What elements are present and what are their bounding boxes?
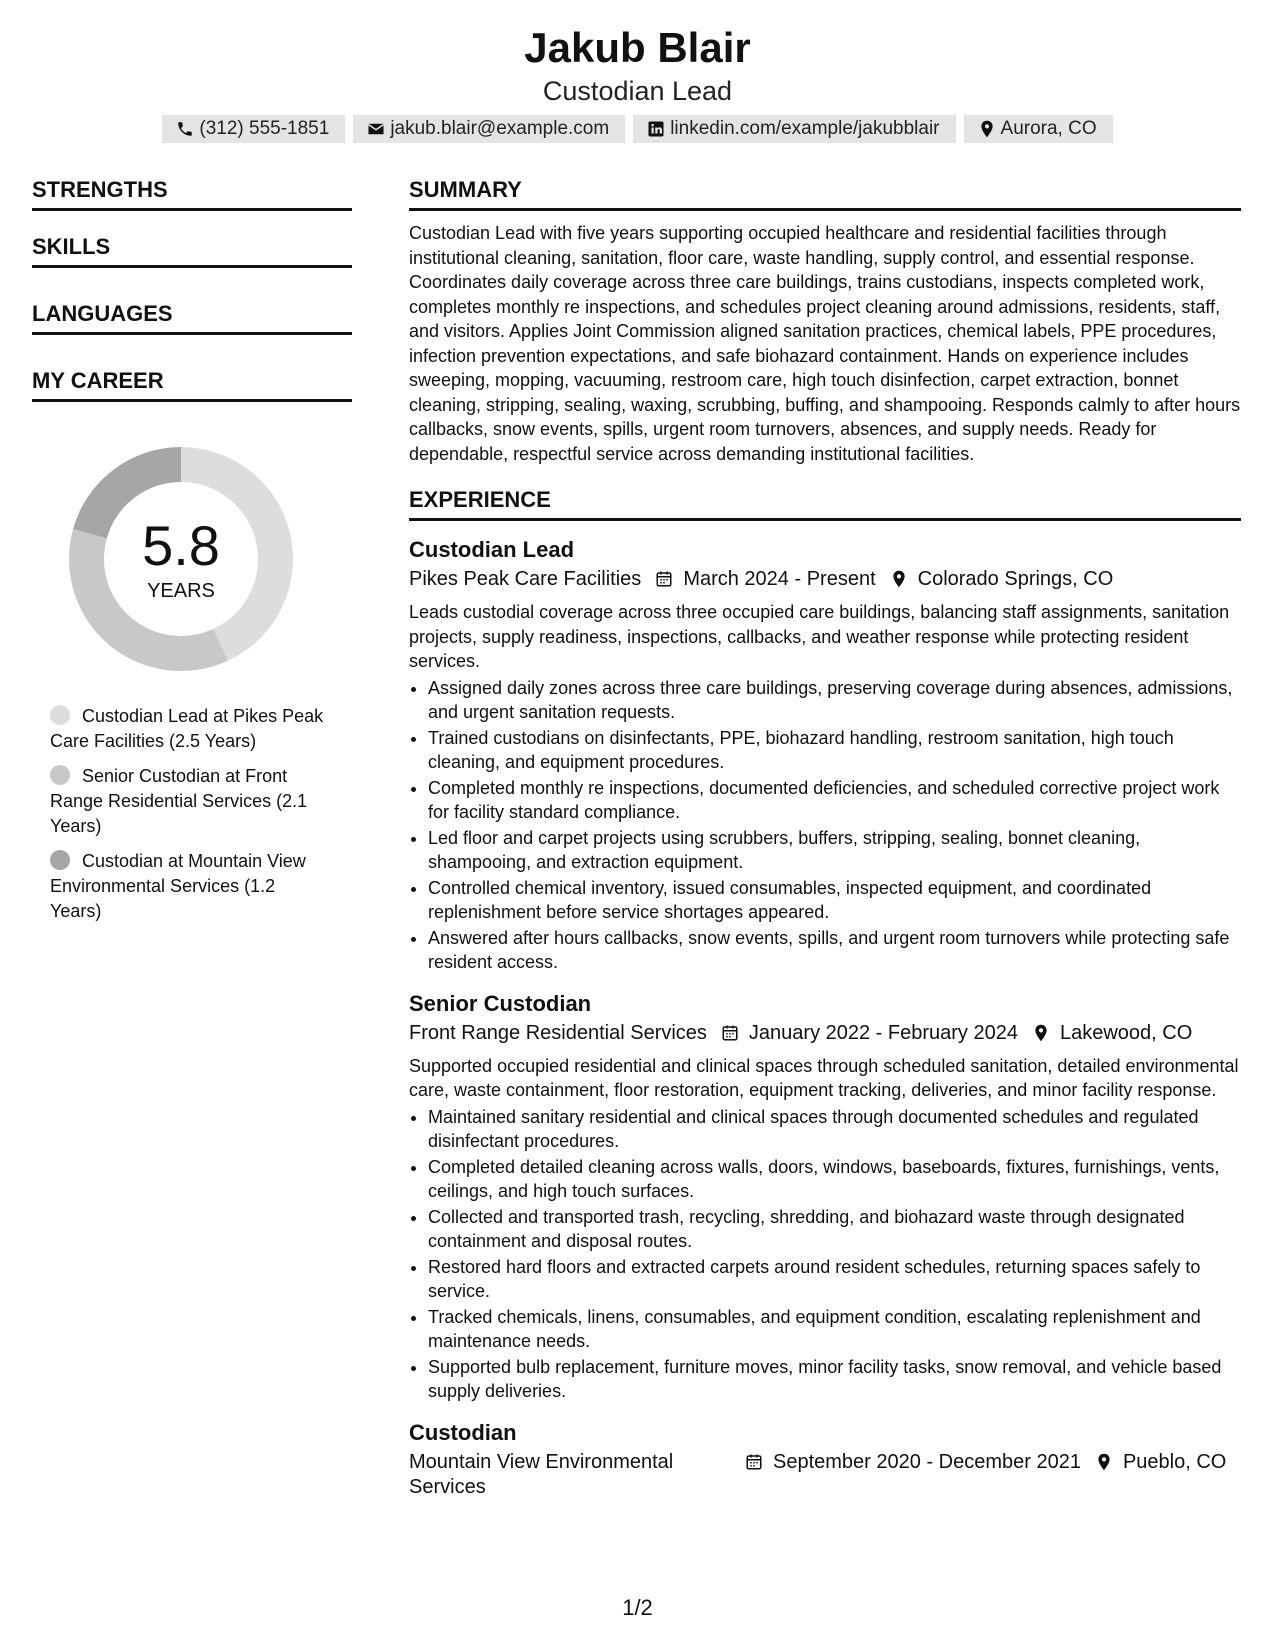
job-description: Supported occupied residential and clinical spaces through scheduled sanitation, detailed environmental care, waste containment, floor restoration, equipment tracking, deliveries, and minor facility response. — [409, 1055, 1239, 1100]
job-company: Mountain View Environmental Services — [409, 1450, 674, 1498]
experience-entry — [409, 535, 1241, 975]
candidate-name: Jakub Blair — [524, 24, 751, 71]
experience-entry — [409, 989, 1241, 1404]
job-meta — [409, 1450, 1241, 1500]
job-title: Custodian — [409, 1419, 517, 1445]
experience-entry — [409, 1418, 1241, 1500]
bullet-item: • Trained custodians on disinfectants, PPE, biohazard handling, restroom sanitation, high touch cleaning, and equipment procedures. — [428, 726, 1241, 775]
map-pin-icon — [890, 570, 908, 588]
job-company: Pikes Peak Care Facilities — [409, 568, 642, 590]
donut-center-label — [66, 444, 296, 674]
job-meta — [409, 567, 1241, 592]
job-bullets — [409, 1105, 1241, 1404]
linkedin-text[interactable]: linkedin.com/example/jakubblair — [670, 118, 940, 139]
bullet-item: • Supported bulb replacement, furniture moves, minor facility tasks, snow removal, and vehicle based supply deliveries. — [428, 1355, 1241, 1404]
career-legend — [50, 704, 330, 924]
bullet-item: • Tracked chemicals, linens, consumables, and equipment condition, escalating replenishment and maintenance needs. — [428, 1305, 1241, 1354]
envelope-icon — [367, 120, 385, 138]
summary-text: Custodian Lead with five years supporting occupied healthcare and residential facilities through institutional cleaning, sanitation, floor care, waste handling, supply control, and essential response. Coordinates daily coverage across three care buildings, trains custodians, inspects completed work, completes monthly re inspections, and schedules project cleaning around admissions, residents, staff, and visitors. Applies Joint Commission aligned sanitation practices, chemical labels, PPE procedures, infection prevention expectations, and safe biohazard containment. Hands on experience includes sweeping, mopping, vacuuming, restroom care, high touch disinfection, carpet extraction, bonnet cleaning, stripping, sealing, waxing, scrubbing, buffing, and shampooing. Responds calmly to after hours callbacks, snow events, spills, urgent room turnovers, absences, and supply needs. Ready for dependable, respectful service across demanding institutional facilities. — [409, 223, 1241, 464]
page-number: 1/2 — [622, 1595, 653, 1620]
candidate-title: Custodian Lead — [542, 76, 733, 106]
bullet-item: • Completed monthly re inspections, documented deficiencies, and scheduled corrective project work for facility standard compliance. — [428, 776, 1241, 825]
career-donut-chart — [66, 444, 296, 674]
bullet-item: • Controlled chemical inventory, issued consumables, inspected equipment, and coordinated replenishment before service shortages appeared. — [428, 876, 1241, 925]
legend-dot — [50, 765, 70, 785]
bullet-item: • Assigned daily zones across three care buildings, preserving coverage during absences, admissions, and urgent sanitation requests. — [428, 676, 1241, 725]
bullet-item: • Completed detailed cleaning across walls, doors, windows, baseboards, fixtures, furnishings, vents, ceilings, and high touch surfaces. — [428, 1155, 1241, 1204]
experience-heading: EXPERIENCE — [409, 486, 1241, 521]
career-total-years: 5.8 — [142, 514, 220, 577]
job-dates: January 2022 - February 2024 — [748, 1021, 1018, 1044]
job-bullets — [409, 676, 1241, 975]
legend-label: Custodian Lead at Pikes Peak Care Facilities (2.5 Years) — [50, 706, 324, 751]
bullet-item: • Answered after hours callbacks, snow events, spills, and urgent room turnovers while protecting safe resident access. — [428, 926, 1241, 975]
contact-bar — [0, 115, 1275, 143]
legend-label: Custodian at Mountain View Environmental Services (1.2 Years) — [50, 851, 306, 921]
contact-email[interactable] — [353, 115, 625, 143]
linkedin-icon — [647, 120, 665, 138]
location-text: Aurora, CO — [1000, 118, 1097, 139]
bullet-item: • Collected and transported trash, recycling, shredding, and biohazard waste through designated containment and disposal routes. — [428, 1205, 1241, 1254]
bullet-item: • Maintained sanitary residential and clinical spaces through documented schedules and regulated disinfectant procedures. — [428, 1105, 1241, 1154]
job-location: Colorado Springs, CO — [917, 568, 1114, 590]
map-pin-icon — [1095, 1453, 1113, 1471]
job-dates: September 2020 - December 2021 — [773, 1450, 1081, 1473]
calendar-icon — [745, 1453, 763, 1471]
job-title: Senior Custodian — [409, 990, 592, 1016]
phone-text: (312) 555-1851 — [199, 118, 330, 139]
calendar-icon — [655, 570, 673, 588]
job-description: Leads custodial coverage across three occupied care buildings, balancing staff assignments, sanitation projects, supply readiness, inspections, callbacks, and weather response while protecting resident services. — [409, 602, 1230, 671]
skills-heading: SKILLS — [32, 233, 352, 268]
left-column — [32, 176, 352, 934]
job-company: Front Range Residential Services — [409, 1021, 707, 1044]
legend-label: Senior Custodian at Front Range Residential Services (2.1 Years) — [50, 766, 308, 836]
map-pin-icon — [978, 120, 996, 138]
legend-item — [50, 849, 330, 924]
job-title: Custodian Lead — [409, 537, 575, 562]
phone-icon — [176, 120, 194, 138]
career-years-unit: YEARS — [147, 580, 215, 602]
map-pin-icon — [1032, 1024, 1050, 1042]
right-column — [409, 176, 1241, 1500]
career-heading: MY CAREER — [32, 367, 352, 402]
email-text[interactable]: jakub.blair@example.com — [390, 118, 610, 139]
contact-location — [964, 115, 1113, 143]
job-location: Pueblo, CO — [1122, 1450, 1227, 1473]
summary-heading: SUMMARY — [409, 176, 1241, 211]
strengths-heading: STRENGTHS — [32, 176, 352, 211]
contact-linkedin[interactable] — [633, 115, 955, 143]
legend-dot — [50, 705, 70, 725]
legend-item — [50, 764, 330, 839]
legend-item — [50, 704, 330, 754]
bullet-item: • Led floor and carpet projects using scrubbers, buffers, stripping, sealing, bonnet cleaning, shampooing, and extraction equipment. — [428, 826, 1241, 875]
job-dates: March 2024 - Present — [683, 568, 876, 590]
calendar-icon — [721, 1024, 739, 1042]
contact-phone — [162, 115, 345, 143]
job-location: Lakewood, CO — [1059, 1021, 1193, 1044]
languages-heading: LANGUAGES — [32, 300, 352, 335]
job-meta — [409, 1021, 1241, 1046]
bullet-item: • Restored hard floors and extracted carpets around resident schedules, returning spaces safely to service. — [428, 1255, 1241, 1304]
legend-dot — [50, 850, 70, 870]
resume-header — [0, 22, 1275, 143]
